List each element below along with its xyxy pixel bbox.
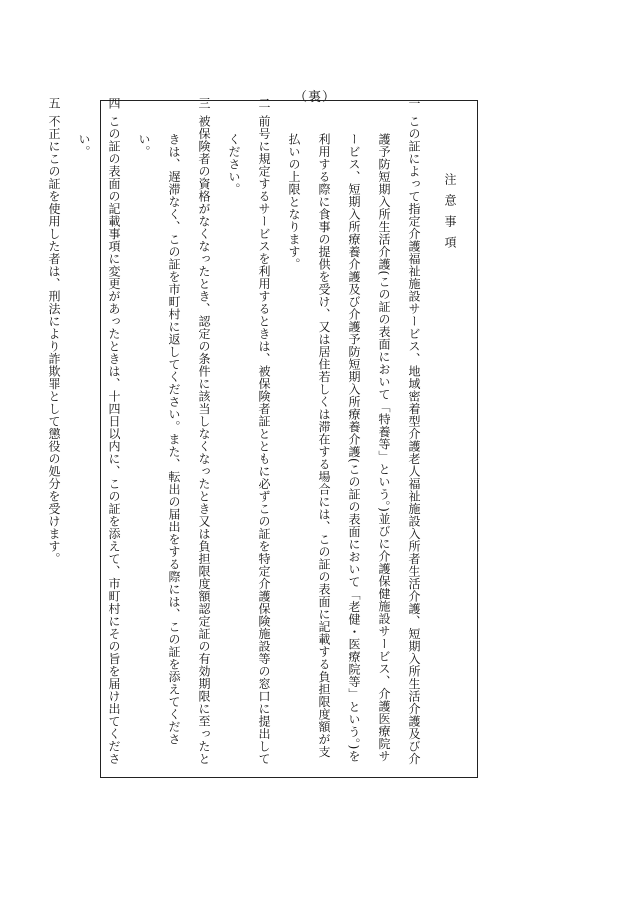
notes-body: [39, 97, 465, 767]
note-item-5: 五不正にこの証を使用した者は、刑法により詐欺罪として懲役の処分を受けます。: [47, 97, 61, 565]
notes-frame: [47, 97, 478, 778]
note-text: この証によって指定介護福祉施設サービス、地域密着型介護老人福祉施設入所者生活介護、短期入所生活介護及び介護予防短期入所生活介護(この証の表面において「特養等」という。)並びに介護保健施設サービス、介護医療院サービス、短期入所療養介護及び介護予防短期入所療養介護(この証の表面において「老健・医療院等」という。)を利用する際に食事の提供を受け、又は居住若しくは滞在する場合には、この証の表面に記載する負担限度額が支払いの上限となります。: [287, 115, 421, 765]
page-side-label: （裏）: [293, 90, 336, 105]
notes-title: 注意事項: [443, 173, 457, 257]
note-item-4: 四この証の表面の記載事項に変更があったときは、十四日以内に、この証を添えて、市町村にその旨を届け出てください。: [77, 97, 121, 765]
note-item-2: 二前号に規定するサービスを利用するときは、被保険者証とともに必ずこの証を特定介護保険施設等の窓口に提出してください。: [227, 97, 271, 765]
note-item-3: 三被保険者の資格がなくなったとき、認定の条件に該当しなくなったとき又は負担限度額認定証の有効期限に至ったときは、遅滞なく、この証を市町村に返してください。また、転出の届出をする際には、この証を添えてください。: [137, 97, 211, 765]
note-item-1: 一この証によって指定介護福祉施設サービス、地域密着型介護老人福祉施設入所者生活介護、短期入所生活介護及び介護予防短期入所生活介護(この証の表面において「特養等」という。)並びに介護保健施設サービス、介護医療院サービス、短期入所療養介護及び介護予防短期入所療養介護(この証の表面において「老健・医療院等」という。)を利用する際に食事の提供を受け、又は居住若しくは滞在する場合には、この証の表面に記載する負担限度額が支払いの上限となります。: [287, 97, 421, 765]
note-text: 不正にこの証を使用した者は、刑法により詐欺罪として懲役の処分を受けます。: [47, 115, 61, 565]
note-text: この証の表面の記載事項に変更があったときは、十四日以内に、この証を添えて、市町村にその旨を届け出てください。: [77, 115, 121, 765]
note-text: 前号に規定するサービスを利用するときは、被保険者証とともに必ずこの証を特定介護保険施設等の窓口に提出してください。: [227, 115, 271, 765]
note-text: 被保険者の資格がなくなったとき、認定の条件に該当しなくなったとき又は負担限度額認定証の有効期限に至ったときは、遅滞なく、この証を市町村に返してください。また、転出の届出をする際には、この証を添えてください。: [137, 115, 211, 765]
